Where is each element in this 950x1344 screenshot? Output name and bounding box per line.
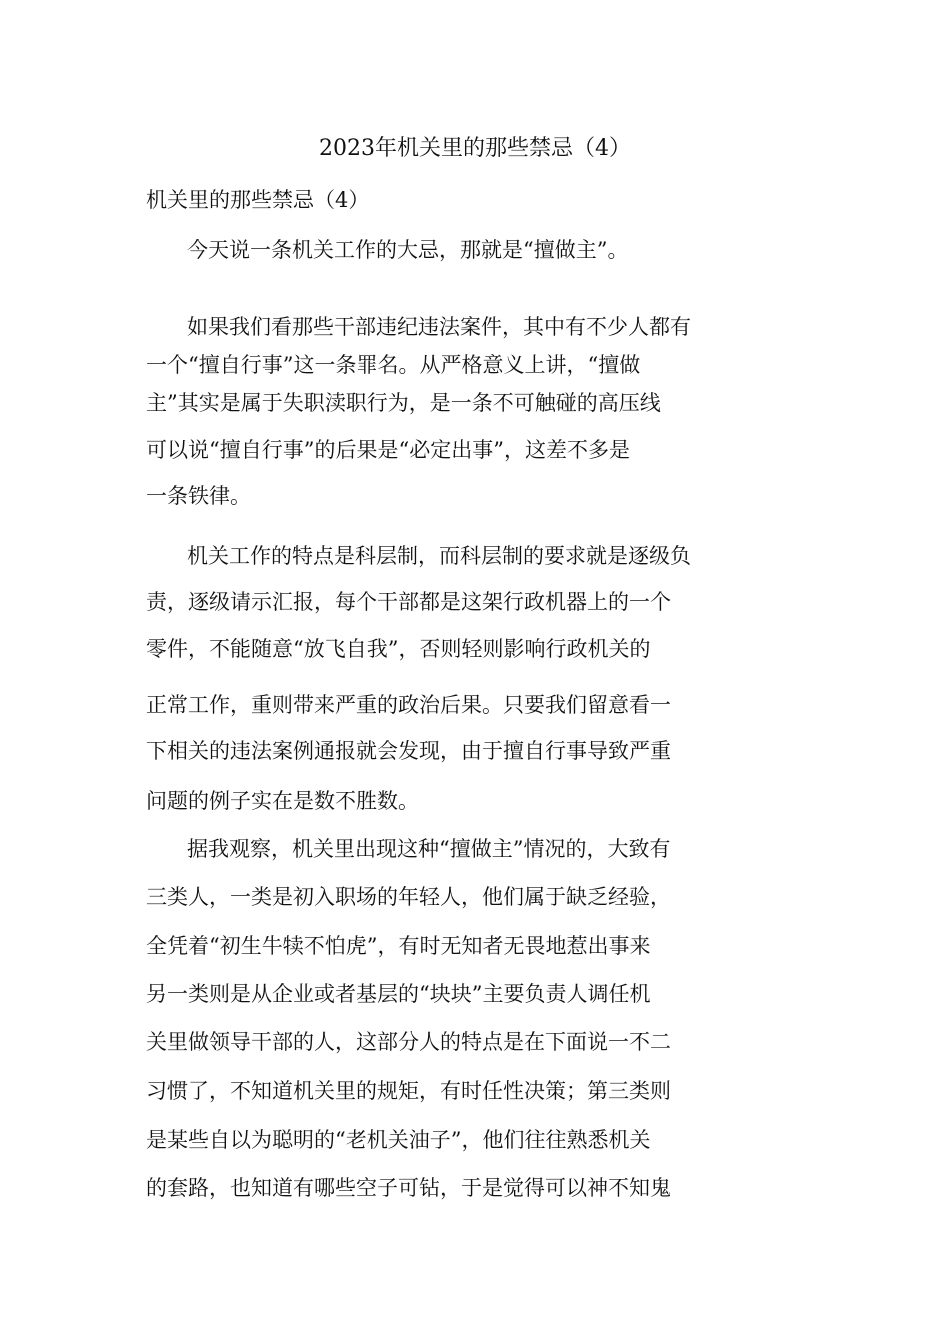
text-line: 是某些自以为聪明的“老机关油子”，他们往往熟悉机关: [146, 1128, 651, 1152]
text-line: 今天说一条机关工作的大忌，那就是“擅做主”。: [187, 238, 629, 262]
text-line: 另一类则是从企业或者基层的“块块”主要负责人调任机: [146, 982, 651, 1006]
document-title: 2023年机关里的那些禁忌（4）: [319, 136, 631, 161]
text-line: 的套路，也知道有哪些空子可钻，于是觉得可以神不知鬼: [146, 1176, 671, 1200]
text-line: 习惯了，不知道机关里的规矩，有时任性决策；第三类则: [146, 1079, 671, 1103]
text-line: 一个“擅自行事”这一条罪名。从严格意义上讲，“擅做: [146, 353, 641, 377]
text-line: 关里做领导干部的人，这部分人的特点是在下面说一不二: [146, 1030, 671, 1054]
text-line: 零件，不能随意“放飞自我”，否则轻则影响行政机关的: [146, 637, 651, 661]
document-subtitle: 机关里的那些禁忌（4）: [146, 188, 370, 212]
text-line: 三类人，一类是初入职场的年轻人，他们属于缺乏经验，: [146, 885, 671, 909]
text-line: 一条铁律。: [146, 484, 251, 508]
text-line: 全凭着“初生牛犊不怕虎”，有时无知者无畏地惹出事来: [146, 934, 651, 958]
text-line: 可以说“擅自行事”的后果是“必定出事”，这差不多是: [146, 438, 630, 462]
text-line: 据我观察，机关里出现这种“擅做主”情况的，大致有: [187, 837, 671, 861]
text-line: 下相关的违法案例通报就会发现，由于擅自行事导致严重: [146, 739, 671, 763]
text-line: 主”其实是属于失职渎职行为，是一条不可触碰的高压线: [146, 391, 661, 415]
text-line: 机关工作的特点是科层制，而科层制的要求就是逐级负: [187, 544, 691, 568]
text-line: 责，逐级请示汇报，每个干部都是这架行政机器上的一个: [146, 590, 671, 614]
text-line: 问题的例子实在是数不胜数。: [146, 789, 419, 813]
text-line: 如果我们看那些干部违纪违法案件，其中有不少人都有: [187, 315, 691, 339]
text-line: 正常工作，重则带来严重的政治后果。只要我们留意看一: [146, 693, 671, 717]
